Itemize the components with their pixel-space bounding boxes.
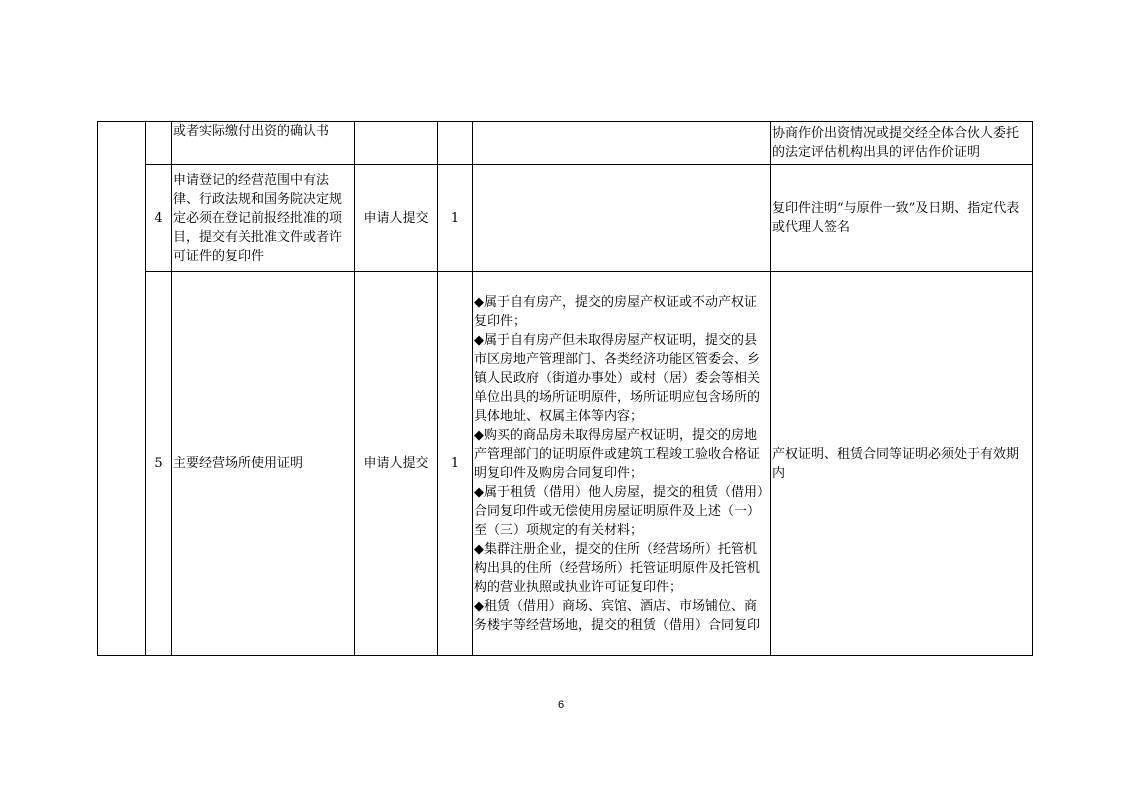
material-source: 申请人提交	[355, 272, 438, 656]
material-count: 1	[438, 272, 473, 656]
materials-table	[97, 121, 1033, 656]
material-name: 主要经营场所使用证明	[172, 272, 355, 656]
requirement-item: ◆租赁（借用）商场、宾馆、酒店、市场铺位、商务楼宇等经营场地，提交的租赁（借用）合同复印	[474, 598, 761, 633]
table-row	[98, 165, 1033, 272]
material-requirements	[473, 122, 771, 165]
material-name: 申请登记的经营范围中有法律、行政法规和国务院决定规定必须在登记前报经批准的项目，提交有关批准文件或者许可证件的复印件	[172, 165, 355, 272]
material-note: 产权证明、租赁合同等证明必须处于有效期内	[771, 272, 1033, 656]
row-number: 5	[146, 272, 172, 656]
row-number: 4	[146, 165, 172, 272]
requirement-item: ◆属于自有房产但未取得房屋产权证明，提交的县市区房地产管理部门、各类经济功能区管委会、乡镇人民政府（街道办事处）或村（居）委会等相关单位出具的场所证明原件，场所证明应包含场所的具体地址、权属主体等内容；	[474, 332, 761, 424]
table-row	[98, 272, 1033, 656]
requirement-item: ◆属于自有房产，提交的房屋产权证或不动产权证复印件；	[474, 294, 757, 329]
material-count: 1	[438, 165, 473, 272]
material-requirements	[473, 165, 771, 272]
material-count	[438, 122, 473, 165]
material-note: 协商作价出资情况或提交经全体合伙人委托的法定评估机构出具的评估作价证明	[771, 122, 1033, 165]
row-number	[146, 122, 172, 165]
category-cell	[98, 122, 146, 656]
material-requirements	[473, 272, 771, 656]
material-name: 或者实际缴付出资的确认书	[172, 122, 355, 165]
table-row	[98, 122, 1033, 165]
page-number: 6	[557, 699, 565, 711]
requirement-item: ◆集群注册企业，提交的住所（经营场所）托管机构出具的住所（经营场所）托管证明原件及托管机构的营业执照或执业许可证复印件；	[474, 541, 761, 595]
requirement-item: ◆购买的商品房未取得房屋产权证明，提交的房地产管理部门的证明原件或建筑工程竣工验收合格证明复印件及购房合同复印件；	[474, 427, 761, 481]
material-source: 申请人提交	[355, 165, 438, 272]
requirement-item: ◆属于租赁（借用）他人房屋，提交的租赁（借用）合同复印件或无偿使用房屋证明原件及上述（一）至（三）项规定的有关材料；	[474, 484, 764, 538]
material-note: 复印件注明“与原件一致”及日期、指定代表或代理人签名	[771, 165, 1033, 272]
material-source	[355, 122, 438, 165]
